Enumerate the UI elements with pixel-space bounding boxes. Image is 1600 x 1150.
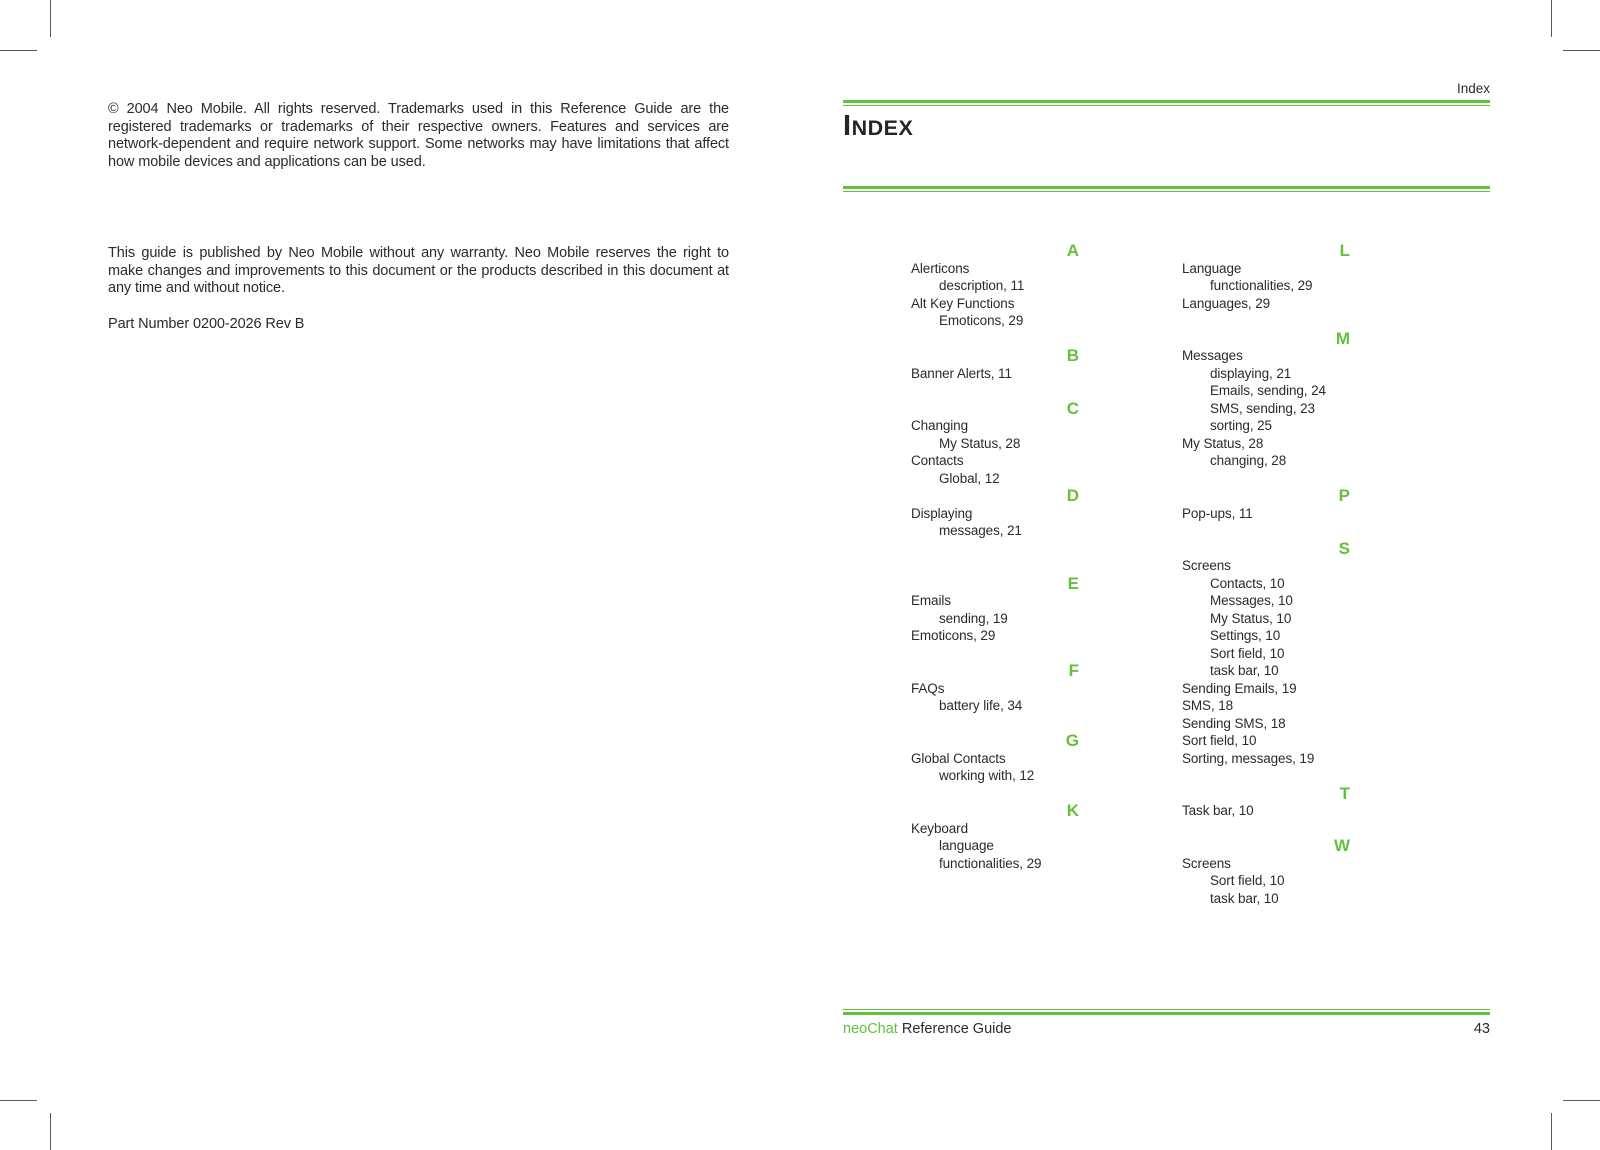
warranty-paragraph: This guide is published by Neo Mobile without any warranty. Neo Mobile reserves the right to make changes and improvements to this document or the products described in this document at any time and without notice. <box>108 245 729 297</box>
index-letter-heading: P <box>1338 486 1350 505</box>
index-subentry: displaying, 21 <box>1210 365 1292 381</box>
index-subentry: task bar, 10 <box>1210 890 1279 906</box>
index-subentry: messages, 21 <box>939 523 1022 538</box>
index-gap <box>1182 522 1482 540</box>
index-letter-heading: W <box>1333 836 1350 855</box>
index-subentry: language <box>939 838 994 853</box>
index-column-right <box>1182 242 1482 907</box>
index-entry: Emails <box>911 593 951 608</box>
index-entry: Task bar, 10 <box>1182 803 1254 818</box>
index-letter-heading: T <box>1339 783 1350 803</box>
index-letter-heading: E <box>1067 573 1079 593</box>
crop-mark-bottom-left-vertical <box>50 1113 51 1150</box>
crop-mark-top-left-vertical <box>50 0 51 37</box>
index-letter-heading: B <box>1066 346 1079 365</box>
part-number: Part Number 0200-2026 Rev B <box>108 316 305 332</box>
footer-brand: neoChat <box>843 1021 898 1037</box>
footer-rule <box>843 1009 1490 1015</box>
index-entry: Banner Alerts, 11 <box>911 365 1012 381</box>
index-subentry: Messages, 10 <box>1210 593 1293 608</box>
index-entry: Screens <box>1182 558 1231 573</box>
index-subentry: SMS, sending, 23 <box>1210 400 1315 416</box>
index-letter-heading: M <box>1335 328 1350 348</box>
index-entry: Screens <box>1182 855 1231 871</box>
index-gap <box>1182 820 1482 838</box>
index-subentry: Emoticons, 29 <box>939 313 1024 328</box>
title-rule <box>843 186 1490 192</box>
index-subentry: Global, 12 <box>939 470 1000 486</box>
index-gap <box>1182 767 1482 785</box>
index-entry: Displaying <box>911 505 973 521</box>
index-subentry: battery life, 34 <box>939 698 1023 713</box>
index-gap <box>911 785 1211 803</box>
crop-mark-bottom-left-horizontal <box>0 1100 37 1101</box>
index-letter-heading: F <box>1068 661 1079 680</box>
index-subentry: My Status, 28 <box>939 435 1021 451</box>
index-subentry: sending, 19 <box>939 610 1008 626</box>
index-entry: Pop-ups, 11 <box>1182 505 1253 521</box>
index-entry: SMS, 18 <box>1182 698 1234 713</box>
index-gap <box>911 382 1211 400</box>
index-subentry: functionalities, 29 <box>1210 278 1313 293</box>
index-column-left <box>911 242 1211 872</box>
index-entry: Sorting, messages, 19 <box>1182 750 1315 766</box>
index-subentry: working with, 12 <box>939 768 1035 783</box>
index-letter-heading: G <box>1065 731 1079 750</box>
index-subentry: Sort field, 10 <box>1210 645 1285 661</box>
page-title-initial: I <box>843 110 852 142</box>
index-subentry: changing, 28 <box>1210 453 1287 468</box>
index-entry: Alerticons <box>911 260 970 276</box>
index-gap <box>911 645 1211 663</box>
crop-mark-top-left-horizontal <box>0 50 37 51</box>
index-gap <box>1182 470 1482 488</box>
index-entry: Global Contacts <box>911 750 1006 766</box>
index-subentry: Sort field, 10 <box>1210 873 1285 888</box>
index-subentry: My Status, 10 <box>1210 610 1292 626</box>
index-gap <box>911 715 1211 733</box>
index-subentry: Contacts, 10 <box>1210 575 1285 591</box>
index-subentry: sorting, 25 <box>1210 418 1272 433</box>
index-entry: Sort field, 10 <box>1182 733 1257 748</box>
crop-mark-top-right-vertical <box>1551 0 1552 37</box>
index-subentry: description, 11 <box>939 278 1025 293</box>
index-entry: My Status, 28 <box>1182 435 1264 451</box>
page-title <box>843 107 913 145</box>
index-letter-heading: S <box>1338 538 1350 558</box>
index-entry: Sending Emails, 19 <box>1182 680 1297 696</box>
index-gap <box>911 540 1211 558</box>
index-letter-heading: C <box>1066 398 1079 418</box>
index-entry: Keyboard <box>911 820 968 836</box>
index-letter-heading: K <box>1066 801 1079 820</box>
copyright-paragraph: © 2004 Neo Mobile. All rights reserved. Trademarks used in this Reference Guide are the registered trademarks or trademarks of their respective owners. Features and services are network-dependent and require network support. Some networks may have limitations that affect how mobile devices and applications can be used. <box>108 101 729 170</box>
index-subentry: Emails, sending, 24 <box>1210 383 1326 398</box>
crop-mark-bottom-right-vertical <box>1551 1113 1552 1150</box>
header-rule <box>843 100 1490 106</box>
page-footer <box>843 1021 1490 1037</box>
page-number: 43 <box>1473 1021 1490 1037</box>
index-entry: Languages, 29 <box>1182 295 1271 311</box>
index-entry: Messages <box>1182 348 1243 363</box>
page-title-rest: NDEX <box>851 116 914 140</box>
crop-mark-bottom-right-horizontal <box>1563 1100 1600 1101</box>
index-letter-heading: A <box>1066 241 1079 260</box>
index-subentry: Settings, 10 <box>1210 628 1281 643</box>
index-entry: Alt Key Functions <box>911 295 1015 311</box>
index-entry: Language <box>1182 260 1242 276</box>
index-entry: Contacts <box>911 453 964 468</box>
index-letter-heading: L <box>1339 241 1350 260</box>
running-header: Index <box>1456 81 1490 96</box>
index-entry: Emoticons, 29 <box>911 628 996 643</box>
index-gap <box>911 557 1211 575</box>
index-gap <box>911 330 1211 348</box>
index-letter-heading: D <box>1066 486 1079 505</box>
index-gap <box>1182 312 1482 330</box>
crop-mark-top-right-horizontal <box>1563 50 1600 51</box>
index-subentry: functionalities, 29 <box>939 855 1042 871</box>
index-entry: Sending SMS, 18 <box>1182 715 1286 731</box>
index-subentry: task bar, 10 <box>1210 663 1279 678</box>
index-entry: FAQs <box>911 680 945 696</box>
index-entry: Changing <box>911 418 968 433</box>
footer-guide-title: Reference Guide <box>901 1021 1012 1037</box>
